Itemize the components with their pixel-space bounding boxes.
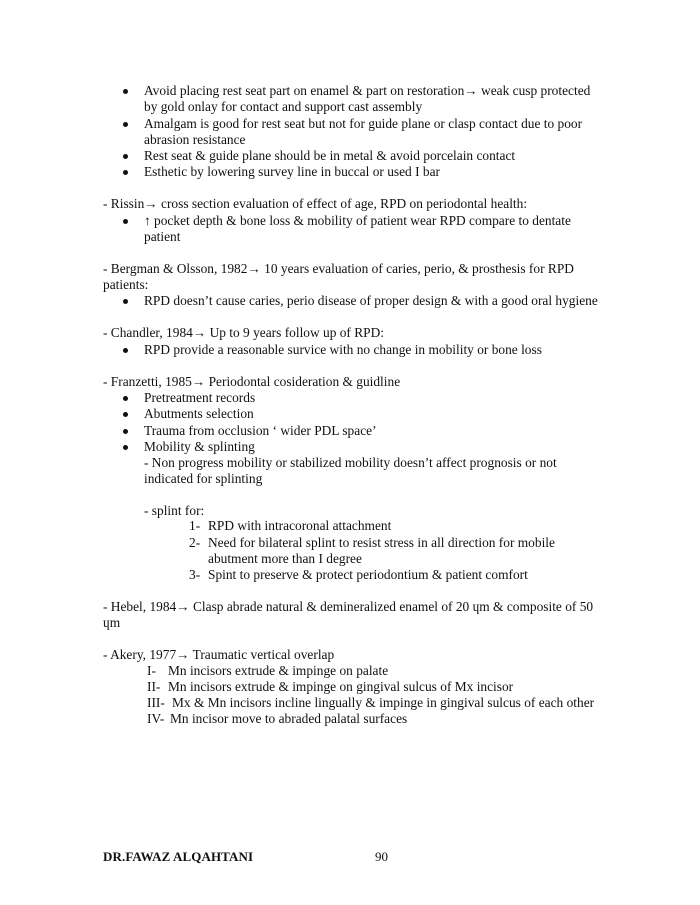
section-heading: - Hebel, 1984→ Clasp abrade natural & demineralized enamel of 20 ɥm & composite of 50	[103, 599, 594, 614]
list-item-line: RPD provide a reasonable survice with no change in mobility or bone loss	[144, 342, 542, 357]
roman-item-text: Mn incisor move to abraded palatal surfaces	[170, 711, 408, 726]
bullet-icon	[123, 348, 128, 353]
section-heading: - Bergman & Olsson, 1982→ 10 years evaluation of caries, perio, & prosthesis for RPD	[103, 261, 574, 276]
list-item-line: Avoid placing rest seat part on enamel & part on restoration→ weak cusp protected	[144, 83, 591, 98]
roman-item-marker: II-	[147, 679, 161, 694]
numbered-item-line: Spint to preserve & protect periodontium & patient comfort	[208, 567, 528, 582]
list-item-line: abrasion resistance	[144, 132, 246, 147]
roman-item-text: Mn incisors extrude & impinge on gingival sulcus of Mx incisor	[168, 679, 514, 694]
list-item: Mobility & splinting	[144, 439, 255, 454]
numbered-item-line: RPD with intracoronal attachment	[208, 518, 392, 533]
list-item-line: Rest seat & guide plane should be in metal & avoid porcelain contact	[144, 148, 516, 163]
section-heading: - Chandler, 1984→ Up to 9 years follow up of RPD:	[103, 325, 385, 340]
numbered-item-marker: 2-	[189, 535, 201, 550]
list-item-line: by gold onlay for contact and support cast assembly	[144, 99, 423, 114]
page-number: 90	[375, 849, 388, 864]
mobility-note: - Non progress mobility or stabilized mobility doesn’t affect prognosis or not	[144, 455, 557, 470]
bullet-icon	[123, 429, 128, 434]
bullet-icon	[123, 396, 128, 401]
list-item-line: patient	[144, 229, 181, 244]
bullet-icon	[123, 445, 128, 450]
list-item-line: Esthetic by lowering survey line in buccal or used I bar	[144, 164, 440, 179]
bullet-icon	[123, 122, 128, 127]
list-item: Trauma from occlusion ‘ wider PDL space’	[144, 423, 377, 438]
roman-item-text: Mn incisors extrude & impinge on palate	[168, 663, 389, 678]
bullet-icon	[123, 154, 128, 159]
list-item: Abutments selection	[144, 406, 254, 421]
mobility-note: indicated for splinting	[144, 471, 263, 486]
footer-author: DR.FAWAZ ALQAHTANI	[103, 849, 254, 864]
list-item: Pretreatment records	[144, 390, 256, 405]
bullet-icon	[123, 412, 128, 417]
list-item-line: Amalgam is good for rest seat but not for guide plane or clasp contact due to poor	[144, 116, 583, 131]
bullet-icon	[123, 89, 128, 94]
section-heading: - Akery, 1977→ Traumatic vertical overlap	[103, 647, 335, 662]
roman-item-marker: I-	[147, 663, 156, 678]
list-item-line: RPD doesn’t cause caries, perio disease of proper design & with a good oral hygiene	[144, 293, 598, 308]
splint-heading: - splint for:	[144, 503, 205, 518]
roman-item-marker: IV-	[147, 711, 165, 726]
roman-item-text: Mx & Mn incisors incline lingually & impinge in gingival sulcus of each other	[172, 695, 595, 710]
section-heading: - Rissin→ cross section evaluation of effect of age, RPD on periodontal health:	[103, 196, 528, 211]
numbered-item-line: abutment more than I degree	[208, 551, 362, 566]
roman-item-marker: III-	[147, 695, 165, 710]
numbered-item-line: Need for bilateral splint to resist stress in all direction for mobile	[208, 535, 555, 550]
numbered-item-marker: 3-	[189, 567, 201, 582]
bullet-icon	[123, 299, 128, 304]
bullet-icon	[123, 219, 128, 224]
list-item-line: ↑ pocket depth & bone loss & mobility of patient wear RPD compare to dentate	[144, 213, 571, 228]
section-heading: ɥm	[103, 615, 121, 630]
bullet-icon	[123, 170, 128, 175]
section-heading: patients:	[103, 277, 149, 292]
numbered-item-marker: 1-	[189, 518, 201, 533]
section-heading: - Franzetti, 1985→ Periodontal cosideration & guidline	[103, 374, 401, 389]
